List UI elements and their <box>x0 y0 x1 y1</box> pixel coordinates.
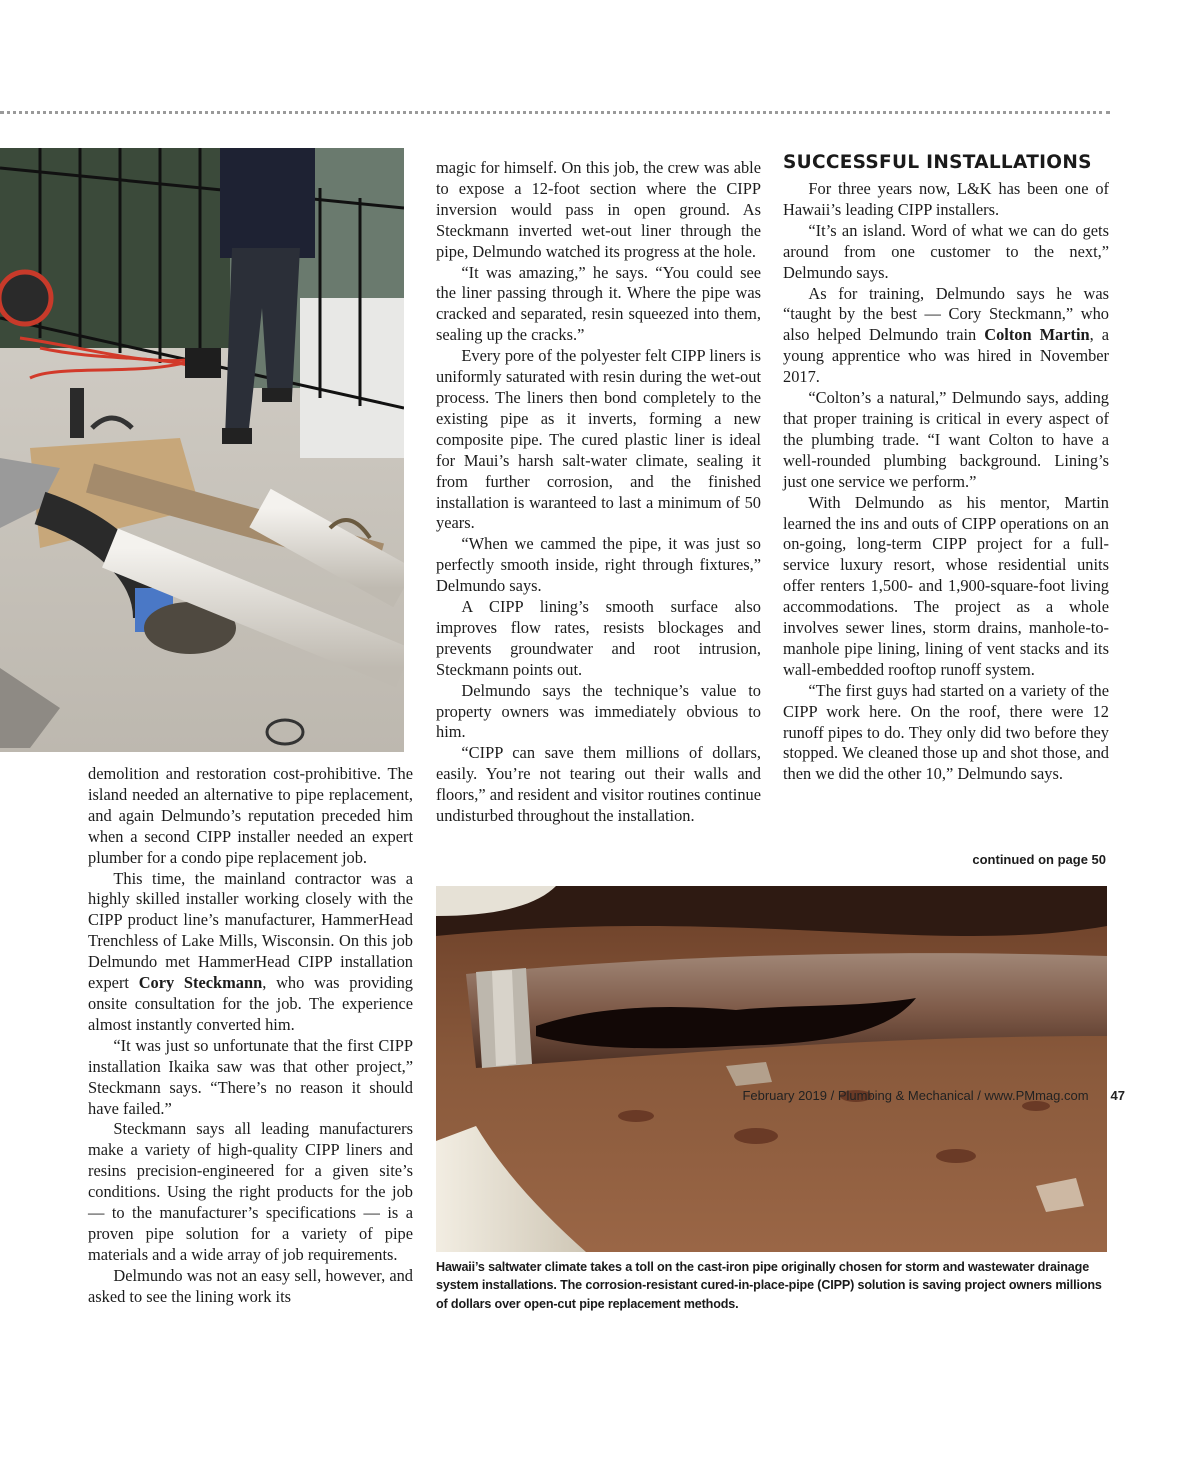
photo-caption: Hawaii’s saltwater climate takes a toll on the cast-iron pipe originally chosen for storm and wastewater drainage system installations. The corrosion-resistant cured-in-place-pipe (CIPP) solution is saving project owners millions of dollars over open-cut pipe replacement methods. <box>436 1260 1102 1311</box>
col3-text: , a young apprentice who was hired in November 2017. <box>783 325 1109 387</box>
col1-text: , who was providing onsite consultation for the job. The experience almost instantly converted him. <box>88 973 413 1034</box>
col1-paragraph: demolition and restoration cost-prohibitive. The island needed an alternative to pipe replacement, and again Delmundo’s reputation preceded him when a second CIPP installer needed an expert plumber for a condo pipe replacement job. <box>88 764 413 867</box>
section-heading: SUCCESSFUL INSTALLATIONS <box>783 152 1092 173</box>
col1-paragraph: “It was just so unfortunate that the first CIPP installation Ikaika saw was that other project,” Steckmann says. “There’s no reason it should have failed.” <box>88 1035 413 1118</box>
col3-paragraph: With Delmundo as his mentor, Martin learned the ins and outs of CIPP operations on an on-going, long-term CIPP project for a full-service luxury resort, whose residential units offer renters 1,500- and 1,900-square-foot living accommodations. The project as a whole involves sewer lines, storm drains, manhole-to-manhole pipe lining, lining of vent stacks and its wall-embedded rooftop runoff system. <box>783 492 1109 679</box>
corroded-pipe-photo <box>436 886 1107 1252</box>
col3-paragraph: “It’s an island. Word of what we can do gets around from one customer to the next,” Delmundo says. <box>783 220 1109 282</box>
col2-paragraph: Delmundo says the technique’s value to property owners was immediately obvious to him. <box>436 680 761 742</box>
footer-publication-line: February 2019 / Plumbing & Mechanical / www.PMmag.com <box>742 1088 1089 1103</box>
col3-paragraph: “The first guys had started on a variety of the CIPP work here. On the roof, there were 12 runoff pipes to do. They only did two before they stopped. We cleaned those up and shot those, and then we did the other 10,” Delmundo says. <box>783 680 1109 784</box>
col1-bold-name: Cory Steckmann <box>138 973 263 993</box>
col2-paragraph: “CIPP can save them millions of dollars, easily. You’re not tearing out their walls and floors,” and resident and visitor routines continue undisturbed throughout the installation. <box>436 743 761 826</box>
col2-paragraph: “It was amazing,” he says. “You could see the liner passing through it. Where the pipe was cracked and separated, resin squeezed into them, sealing up the cracks.” <box>436 262 761 345</box>
top-dotted-rule <box>0 111 1110 114</box>
article-column-1 <box>88 764 413 1308</box>
col1-paragraph: Delmundo was not an easy sell, however, and asked to see the lining work its <box>88 1265 413 1306</box>
article-column-3 <box>783 179 1109 785</box>
col2-paragraph: “When we cammed the pipe, it was just so perfectly smooth inside, right through fixtures,” Delmundo says. <box>436 534 761 596</box>
col3-paragraph: For three years now, L&K has been one of Hawaii’s leading CIPP installers. <box>783 179 1109 219</box>
page-footer <box>640 1088 1125 1103</box>
col2-paragraph: magic for himself. On this job, the crew was able to expose a 12-foot section where the CIPP inversion would pass in open ground. As Steckmann inverted wet-out liner through the pipe, Delmundo watched its progress at the hole. <box>436 158 761 261</box>
col3-paragraph <box>783 284 1109 389</box>
col1-paragraph <box>88 869 413 1036</box>
col3-bold-name: Colton Martin <box>984 325 1090 345</box>
continued-on-page-note: continued on page 50 <box>972 852 1106 867</box>
col1-paragraph: Steckmann says all leading manufacturers make a variety of high-quality CIPP liners and resins precision-engineered for a given site’s conditions. Using the right products for the job — to the manufacturer’s specifications — is a proven pipe solution for a variety of pipe materials and a wide array of job requirements. <box>88 1119 413 1264</box>
article-column-2 <box>436 158 761 827</box>
rooftop-cipp-photo <box>0 148 404 752</box>
page-number: 47 <box>1110 1088 1125 1103</box>
col3-paragraph: “Colton’s a natural,” Delmundo says, adding that proper training is critical in every aspect of the plumbing trade. “I want Colton to have a well-rounded plumbing background. Lining’s just one service we perform.” <box>783 388 1109 491</box>
col3-text: As for training, Delmundo says he was “taught by the best — Cory Steckmann,” who also helped Delmundo train <box>783 283 1109 345</box>
col2-paragraph: Every pore of the polyester felt CIPP liners is uniformly saturated with resin during the wet-out process. The liners then bond completely to the existing pipe as it inverts, forming a new composite pipe. The cured plastic liner is ideal for Maui’s harsh salt-water climate, sealing it from further corrosion, and the finished installation is waranteed to last a minimum of 50 years. <box>436 346 761 533</box>
col1-text: This time, the mainland contractor was a highly skilled installer working closely with the CIPP product line’s manufacturer, HammerHead Trenchless of Lake Mills, Wisconsin. On this job Delmundo met HammerHead CIPP installation expert <box>88 868 413 993</box>
col2-paragraph: A CIPP lining’s smooth surface also improves flow rates, resists blockages and prevents groundwater and root intrusion, Steckmann points out. <box>436 597 761 679</box>
